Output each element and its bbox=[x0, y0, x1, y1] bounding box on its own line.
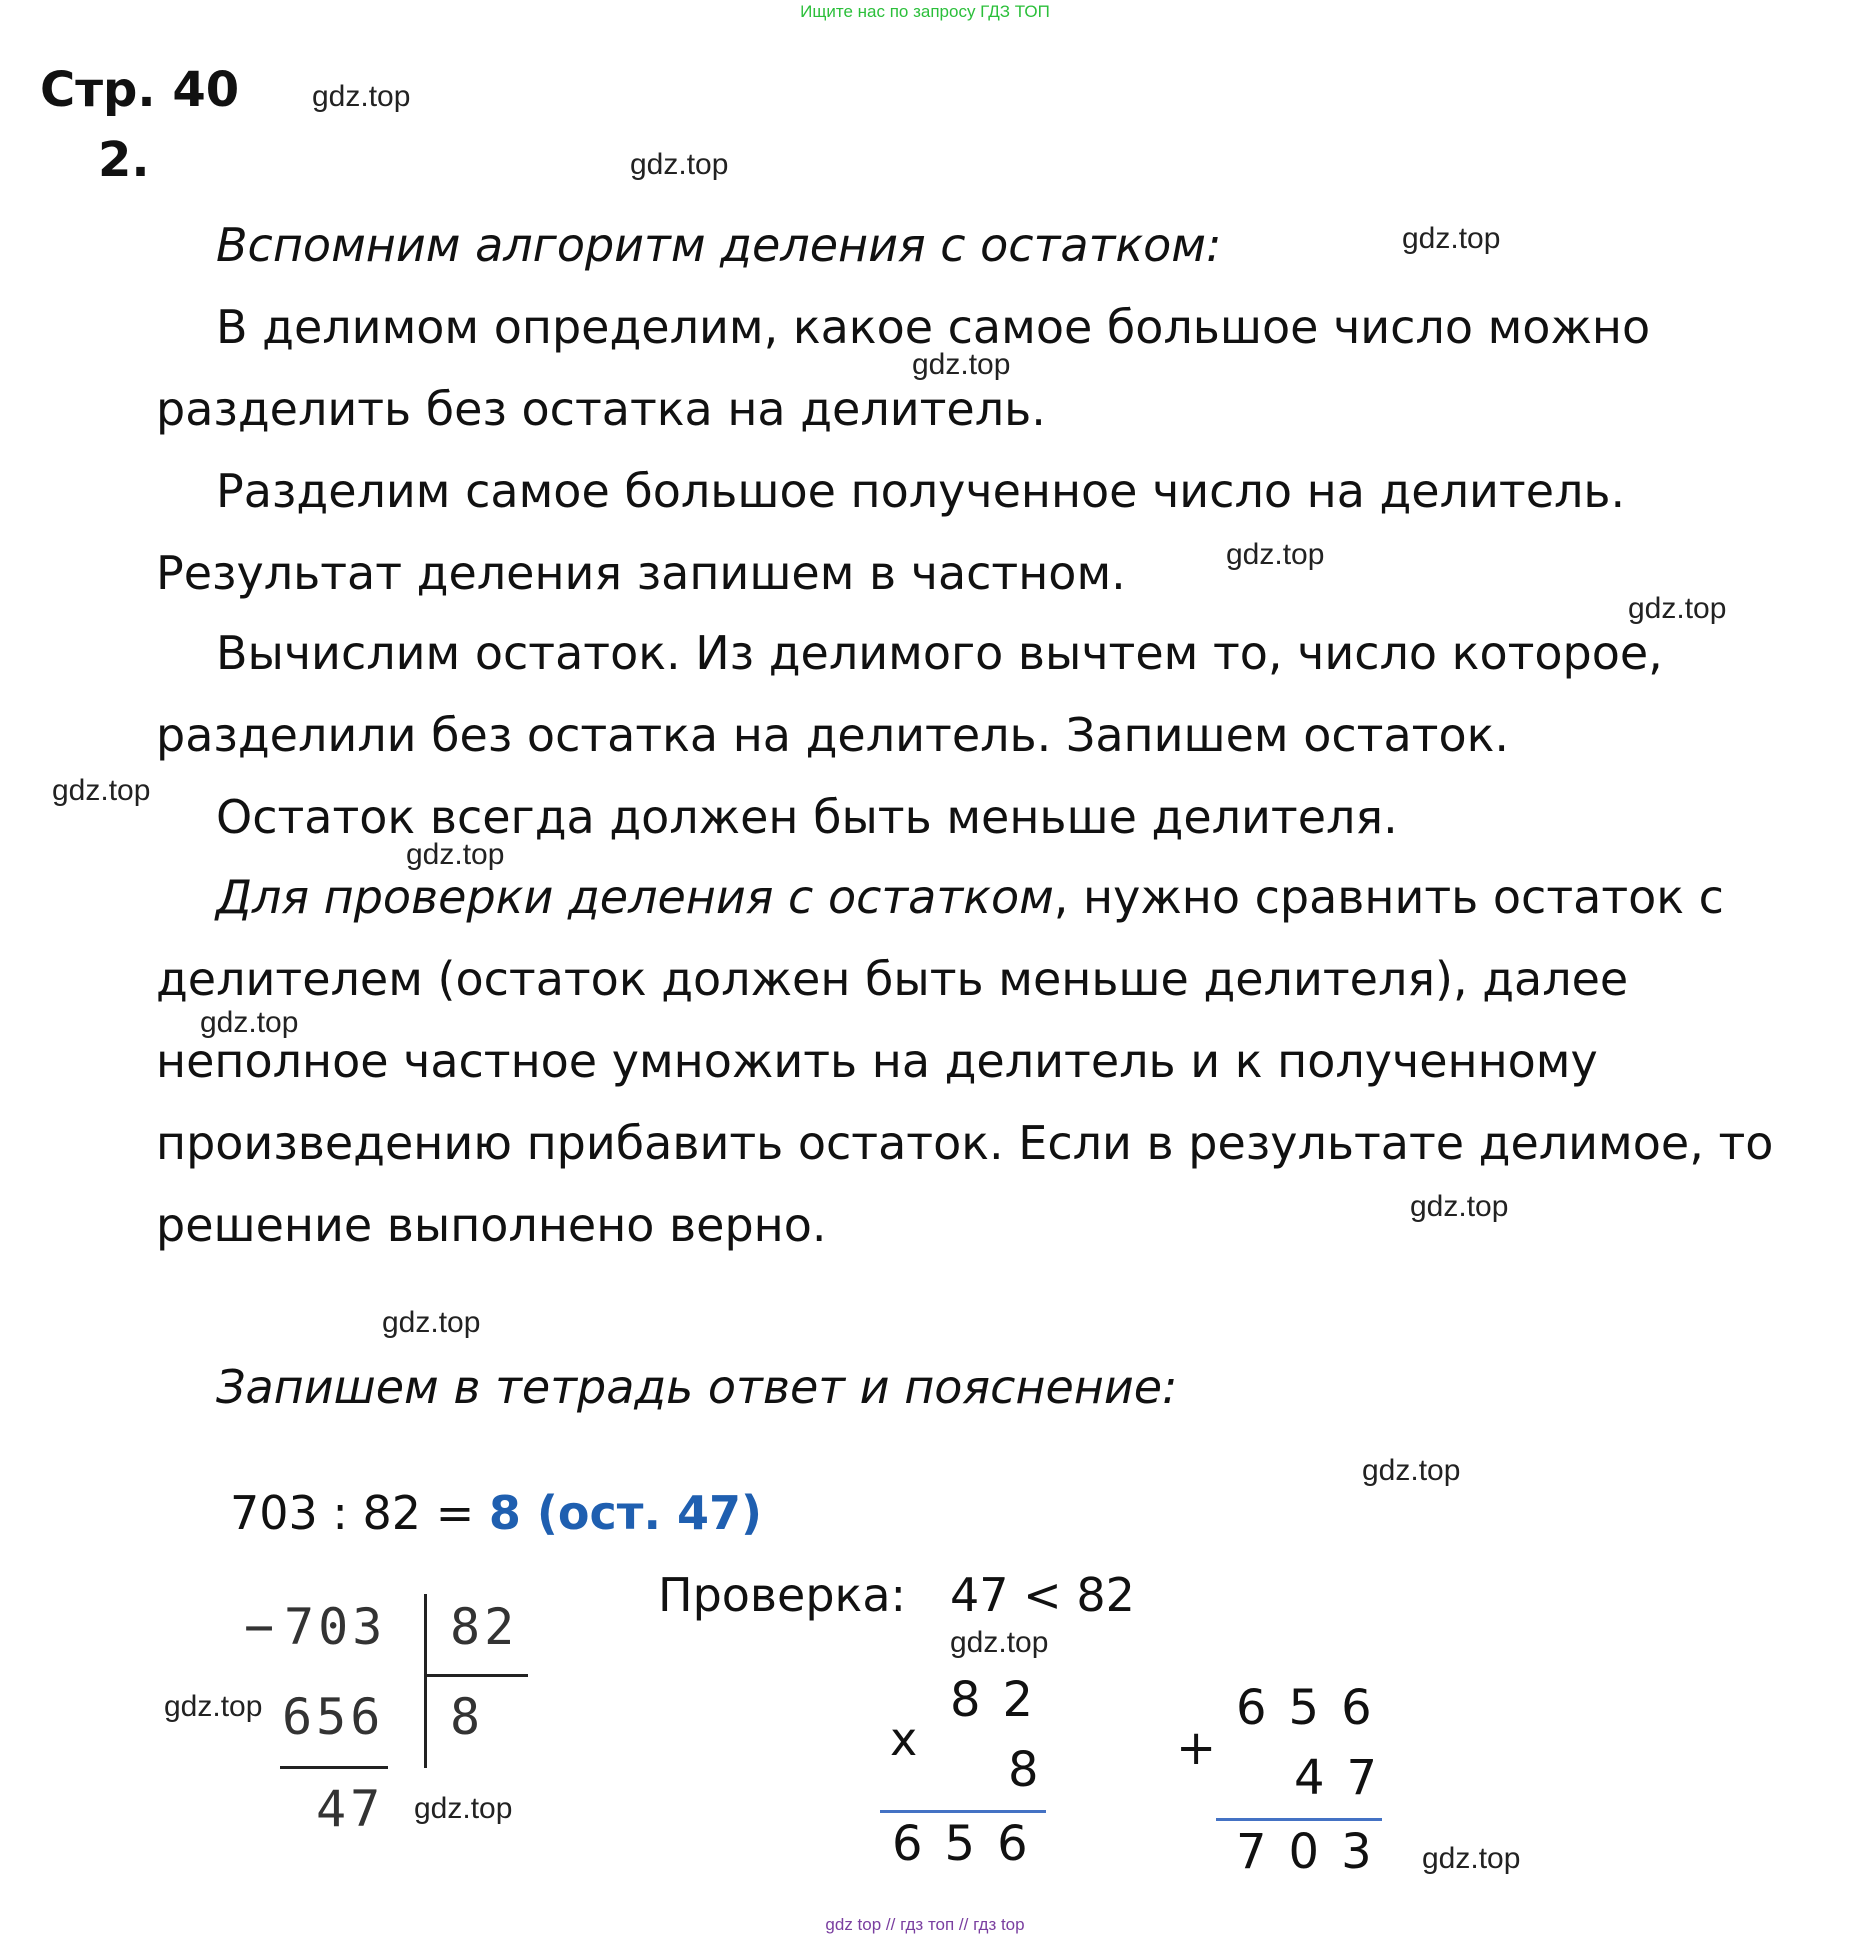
check-intro-italic: Для проверки деления с остатком bbox=[216, 870, 1054, 924]
check-line: неполное частное умножить на делитель и к полученному bbox=[156, 1034, 1598, 1088]
footer: gdz top // гдз топ // гдз top bbox=[825, 1915, 1025, 1934]
add-term-b: 47 bbox=[1294, 1750, 1400, 1806]
page-label: Стр. 40 bbox=[40, 62, 240, 118]
long-division-subtrahend: 656 bbox=[282, 1688, 385, 1746]
check-comparison: 47 < 82 bbox=[950, 1568, 1135, 1622]
long-division-dividend: 703 bbox=[284, 1598, 387, 1656]
watermark: gdz.top bbox=[382, 1306, 481, 1339]
heading-answer: Запишем в тетрадь ответ и пояснение: bbox=[216, 1360, 1178, 1414]
check-line: делителем (остаток должен быть меньше делителя), далее bbox=[156, 952, 1629, 1006]
watermark: gdz.top bbox=[200, 1006, 299, 1039]
algorithm-line: В делимом определим, какое самое большое число можно bbox=[216, 300, 1651, 354]
watermark: gdz.top bbox=[164, 1690, 263, 1723]
algorithm-line: Остаток всегда должен быть меньше делителя. bbox=[216, 790, 1398, 844]
add-term-a: 656 bbox=[1236, 1680, 1394, 1736]
equation-result: 8 (ост. 47) bbox=[488, 1486, 762, 1540]
long-division-divisor: 82 bbox=[450, 1598, 519, 1656]
algorithm-line: Результат деления запишем в частном. bbox=[156, 546, 1126, 600]
mult-result: 656 bbox=[892, 1816, 1050, 1872]
watermark: gdz.top bbox=[1362, 1454, 1461, 1487]
check-line: произведению прибавить остаток. Если в результате делимое, то bbox=[156, 1116, 1774, 1170]
top-banner: Ищите нас по запросу ГДЗ ТОП bbox=[800, 2, 1050, 21]
watermark: gdz.top bbox=[312, 80, 411, 113]
equation-expr: 703 : 82 = bbox=[230, 1486, 489, 1540]
mult-factor-b: 8 bbox=[1008, 1742, 1061, 1798]
watermark: gdz.top bbox=[912, 348, 1011, 381]
mult-sign: x bbox=[890, 1712, 918, 1766]
equation bbox=[230, 1484, 762, 1542]
watermark: gdz.top bbox=[1628, 592, 1727, 625]
watermark: gdz.top bbox=[1402, 222, 1501, 255]
check-intro-rest: , нужно сравнить остаток с bbox=[1053, 870, 1724, 924]
watermark: gdz.top bbox=[1410, 1190, 1509, 1223]
long-division-remainder: 47 bbox=[316, 1780, 385, 1838]
algorithm-line: Вычислим остаток. Из делимого вычтем то, число которое, bbox=[216, 626, 1663, 680]
check-label: Проверка: bbox=[658, 1568, 907, 1622]
add-sign: + bbox=[1176, 1720, 1217, 1776]
heading-algorithm: Вспомним алгоритм деления с остатком: bbox=[216, 218, 1222, 272]
long-division-quotient: 8 bbox=[450, 1688, 485, 1746]
watermark: gdz.top bbox=[406, 838, 505, 871]
algorithm-line: разделили без остатка на делитель. Запишем остаток. bbox=[156, 708, 1510, 762]
algorithm-line: разделить без остатка на делитель. bbox=[156, 382, 1046, 436]
add-result: 703 bbox=[1236, 1824, 1394, 1880]
long-division-result-line bbox=[280, 1766, 388, 1769]
long-division-minus: − bbox=[244, 1598, 279, 1656]
watermark: gdz.top bbox=[1422, 1842, 1521, 1875]
watermark: gdz.top bbox=[630, 148, 729, 181]
long-division-divisor-line bbox=[424, 1674, 528, 1677]
add-result-line bbox=[1216, 1818, 1382, 1821]
mult-result-line bbox=[880, 1810, 1046, 1813]
watermark: gdz.top bbox=[52, 774, 151, 807]
task-number: 2. bbox=[98, 132, 150, 188]
watermark: gdz.top bbox=[414, 1792, 513, 1825]
watermark: gdz.top bbox=[950, 1626, 1049, 1659]
watermark: gdz.top bbox=[1226, 538, 1325, 571]
check-line: решение выполнено верно. bbox=[156, 1198, 827, 1252]
long-division-vertical-bar bbox=[424, 1594, 427, 1768]
algorithm-line: Разделим самое большое полученное число на делитель. bbox=[216, 464, 1626, 518]
check-intro bbox=[216, 868, 1724, 926]
mult-factor-a: 82 bbox=[950, 1672, 1056, 1728]
